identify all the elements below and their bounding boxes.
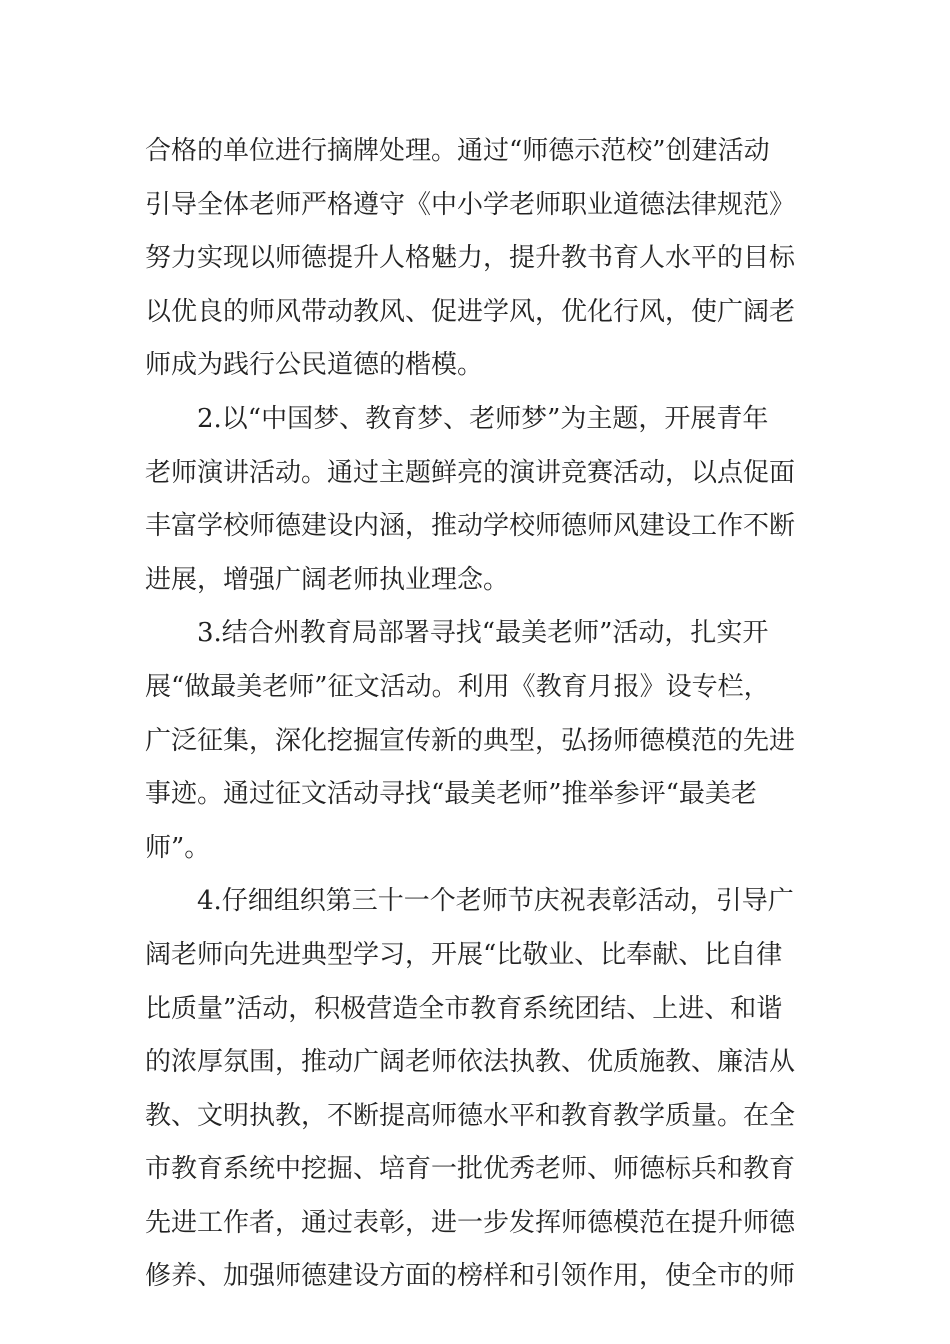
text-line: 先进工作者，通过表彰，进一步发挥师德模范在提升师德	[145, 1207, 796, 1238]
text-line: 阔老师向先进典型学习，开展“比敬业、比奉献、比自律	[145, 939, 783, 970]
text-line: 师”。	[145, 832, 211, 863]
text-line: 市教育系统中挖掘、培育一批优秀老师、师德标兵和教育	[145, 1154, 796, 1185]
paragraph-4-start: 4.仔细组织第三十一个老师节庆祝表彰活动，引导广	[197, 886, 794, 917]
text-line: 丰富学校师德建设内涵，推动学校师德师风建设工作不断	[145, 511, 796, 542]
text-line: 努力实现以师德提升人格魅力，提升教书育人水平的目标	[145, 243, 796, 274]
body-text	[145, 125, 810, 1304]
paragraph-3-start: 3.结合州教育局部署寻找“最美老师”活动，扎实开	[197, 618, 769, 649]
text-line: 引导全体老师严格遵守《中小学老师职业道德法律规范》	[145, 189, 796, 220]
text-line: 进展，增强广阔老师执业理念。	[145, 564, 510, 595]
text-line: 修养、加强师德建设方面的榜样和引领作用，使全市的师	[145, 1261, 796, 1292]
text-line: 的浓厚氛围，推动广阔老师依法执教、优质施教、廉洁从	[145, 1047, 796, 1078]
text-line: 教、文明执教，不断提高师德水平和教育教学质量。在全	[145, 1100, 796, 1131]
paragraph-2-start: 2.以“中国梦、教育梦、老师梦”为主题，开展青年	[197, 403, 769, 434]
text-line: 合格的单位进行摘牌处理。通过“师德示范校”创建活动	[145, 136, 770, 166]
text-line: 广泛征集，深化挖掘宣传新的典型，弘扬师德模范的先进	[145, 725, 796, 756]
text-line: 师成为践行公民道德的楷模。	[145, 350, 484, 381]
text-line: 比质量”活动，积极营造全市教育系统团结、上进、和谐	[145, 993, 783, 1024]
text-line: 以优良的师风带动教风、促进学风，优化行风，使广阔老	[145, 296, 796, 327]
text-line: 事迹。通过征文活动寻找“最美老师”推举参评“最美老	[145, 779, 757, 810]
text-line: 展“做最美老师”征文活动。利用《教育月报》设专栏，	[145, 671, 770, 702]
text-line: 老师演讲活动。通过主题鲜亮的演讲竞赛活动，以点促面	[145, 457, 796, 488]
